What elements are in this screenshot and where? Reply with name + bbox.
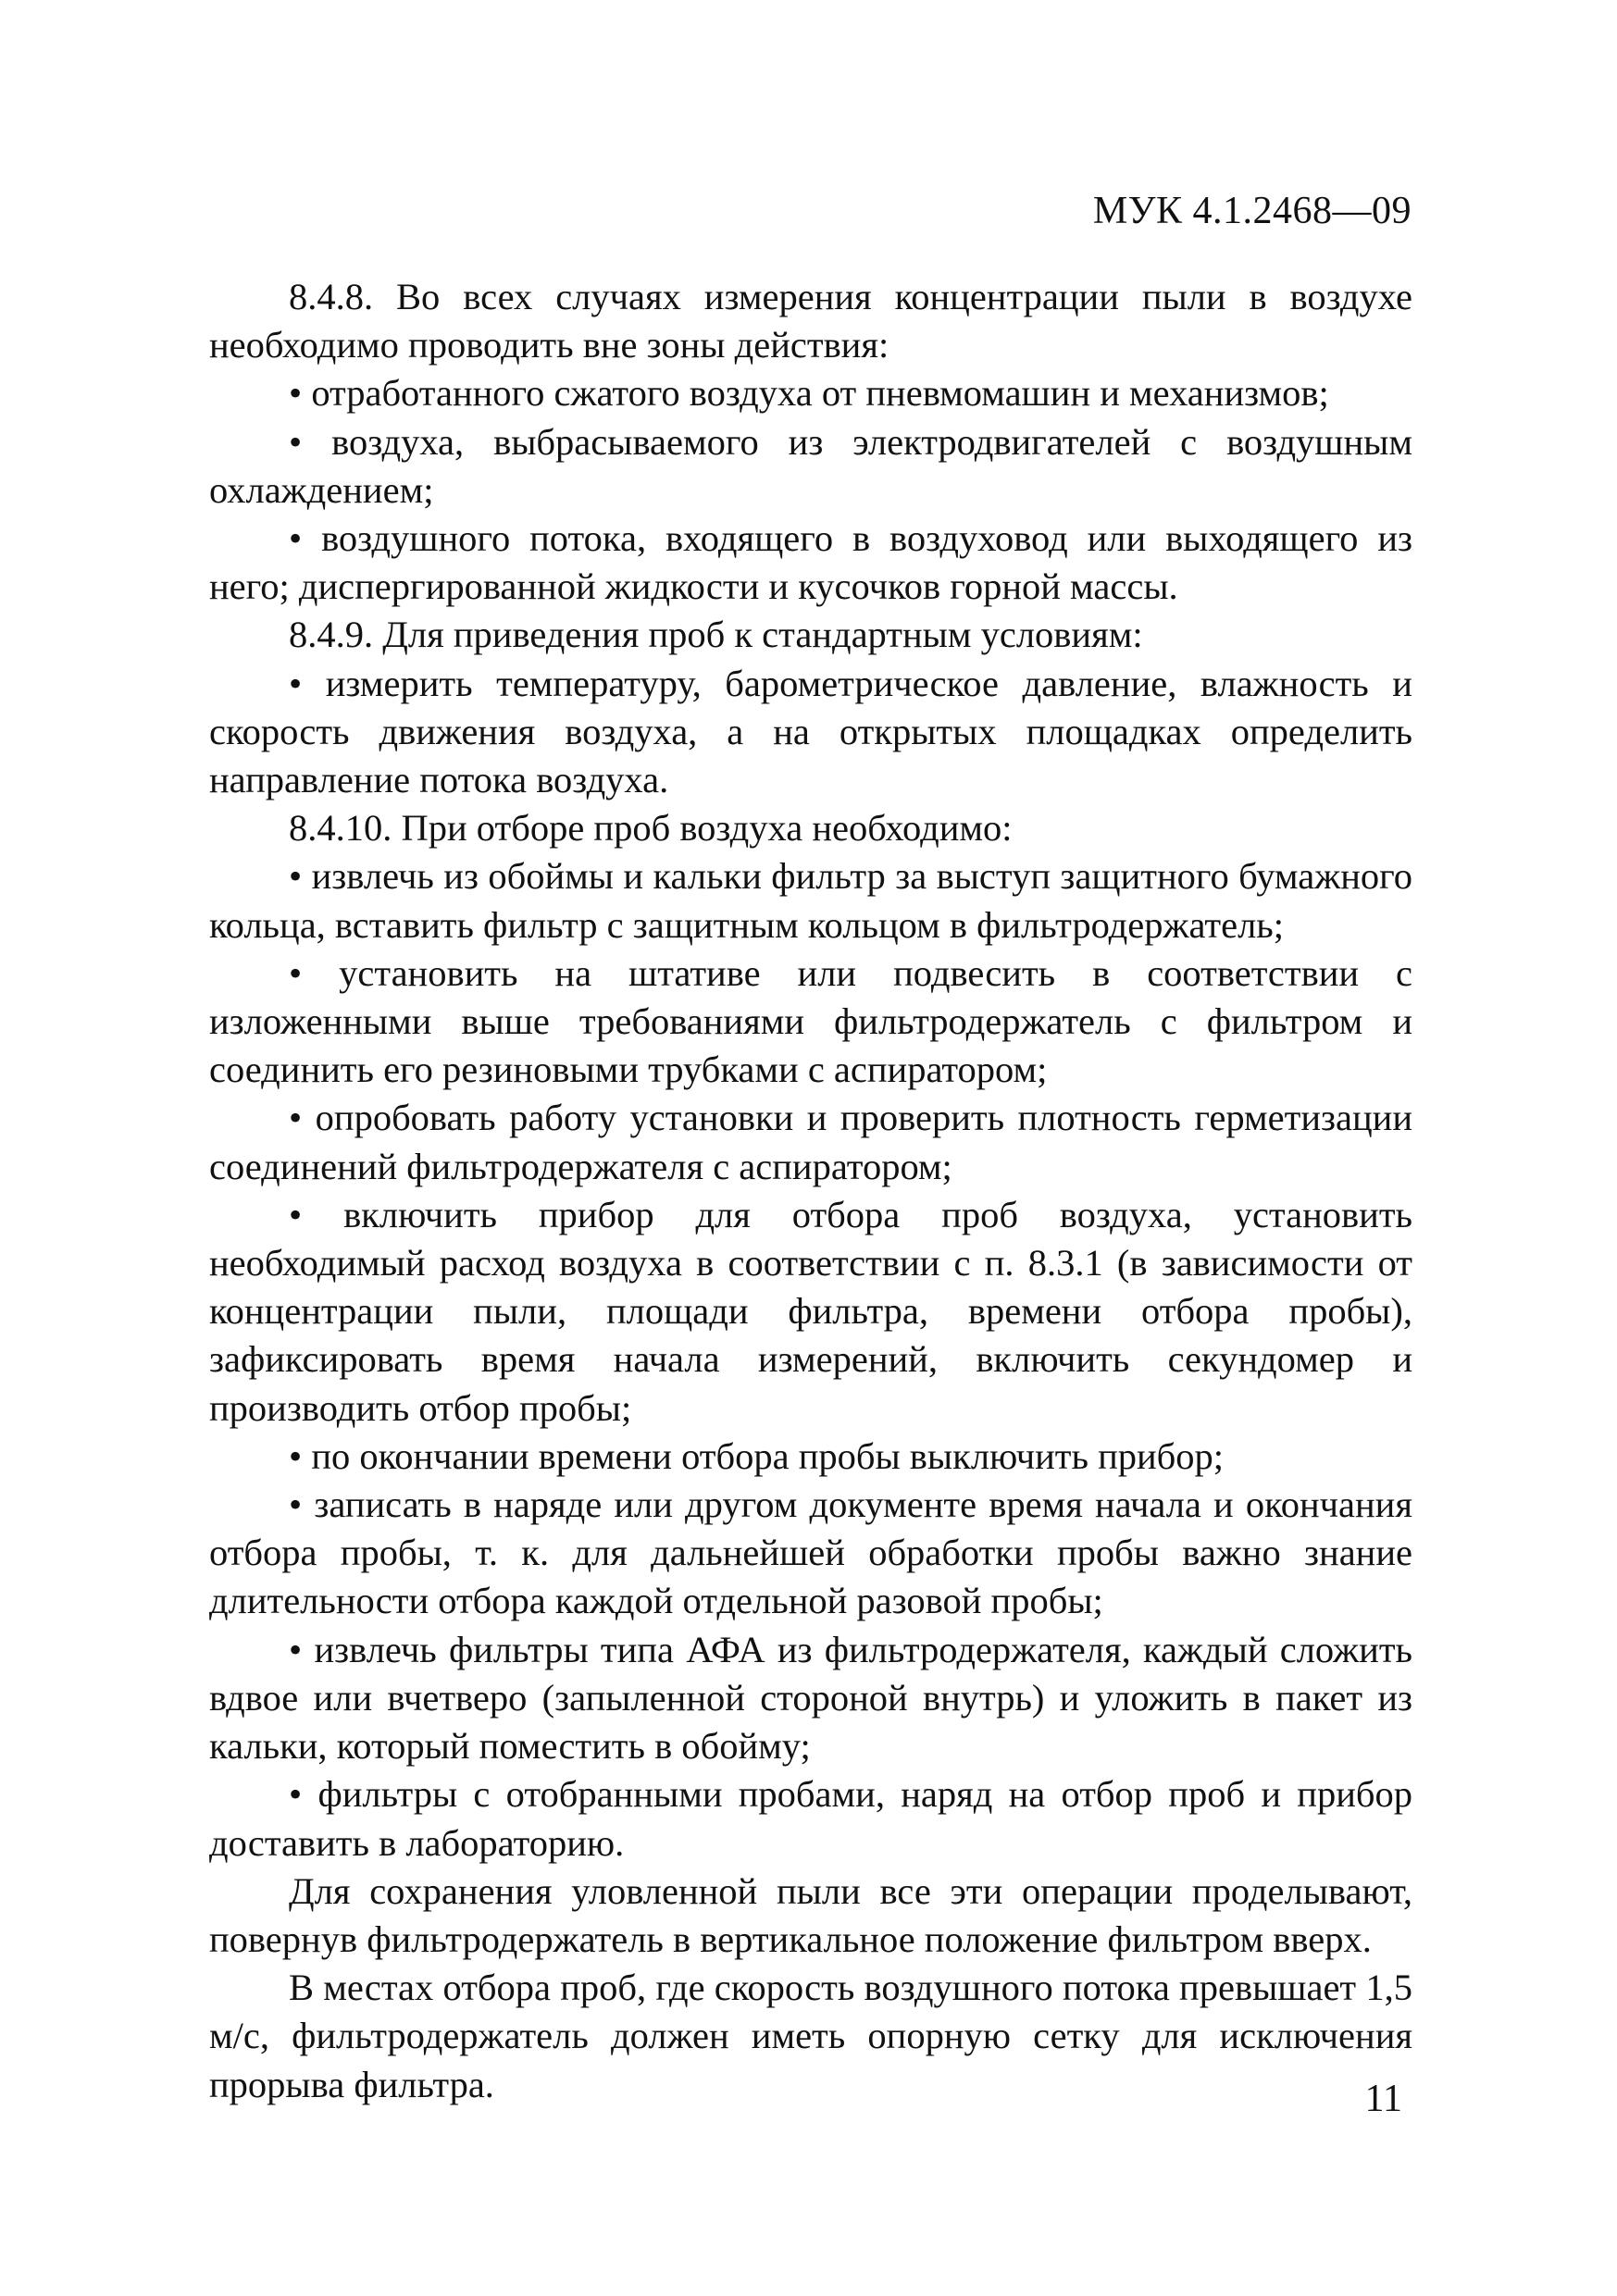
page-number: 11 (1364, 2078, 1402, 2120)
bullet-item: • измерить температуру, барометрическое давление, влажность и скорость движения воздуха, а на открытых площадках определить направление потока воздуха. (209, 660, 1412, 805)
bullet-item: • записать в наряде или другом документе время начала и окончания отбора пробы, т. к. для дальнейшей обработки пробы важно знание длительности отбора каждой отдельной разовой пробы; (209, 1481, 1412, 1626)
bullet-item: • воздуха, выбрасываемого из электродвигателей с воздушным охлаждением; (209, 418, 1412, 515)
bullet-item: • по окончании времени отбора пробы выключить прибор; (209, 1433, 1412, 1481)
bullet-item: • включить прибор для отбора проб воздуха, установить необходимый расход воздуха в соответствии с п. 8.3.1 (в зависимости от концентрации пыли, площади фильтра, времени отбора пробы), зафиксировать время начала измерений, включить секундомер и производить отбор пробы; (209, 1191, 1412, 1433)
bullet-item: • извлечь фильтры типа АФА из фильтродержателя, каждый сложить вдвое или вчетверо (запыленной стороной внутрь) и уложить в пакет из кальки, который поместить в обойму; (209, 1626, 1412, 1771)
paragraph-dust-preservation: Для сохранения уловленной пыли все эти операции проделывают, повернув фильтродержатель в вертикальное положение фильтром вверх. (209, 1869, 1412, 1960)
bullet-item: • отработанного сжатого воздуха от пневмомашин и механизмов; (209, 369, 1412, 417)
bullet-item: • извлечь из обоймы и кальки фильтр за выступ защитного бумажного кольца, вставить фильтр с защитным кольцом в фильтродержатель; (209, 852, 1412, 949)
document-code-header: МУК 4.1.2468—09 (1092, 190, 1412, 232)
paragraph-support-mesh: В местах отбора проб, где скорость воздушного потока превышает 1,5 м/с, фильтродержатель должен иметь опорную сетку для исключения прорыва фильтра. (209, 1967, 1412, 2105)
paragraph-8-4-10: 8.4.10. При отборе проб воздуха необходимо: (289, 807, 1013, 850)
bullet-item: • воздушного потока, входящего в воздуховод или выходящего из него; диспергированной жидкости и кусочков горной массы. (209, 515, 1412, 611)
paragraph-8-4-9: 8.4.9. Для приведения проб к стандартным условиям: (289, 614, 1143, 656)
body-text (209, 273, 1412, 2109)
bullet-item: • опробовать работу установки и проверить плотность герметизации соединений фильтродержателя с аспиратором; (209, 1094, 1412, 1190)
paragraph-8-4-8: 8.4.8. Во всех случаях измерения концентрации пыли в воздухе необходимо проводить вне зоны действия: (209, 276, 1412, 366)
bullet-item: • установить на штативе или подвесить в соответствии с изложенными выше требованиями фильтродержатель с фильтром и соединить его резиновыми трубками с аспиратором; (209, 949, 1412, 1095)
bullet-item: • фильтры с отобранными пробами, наряд на отбор проб и прибор доставить в лабораторию. (209, 1770, 1412, 1867)
